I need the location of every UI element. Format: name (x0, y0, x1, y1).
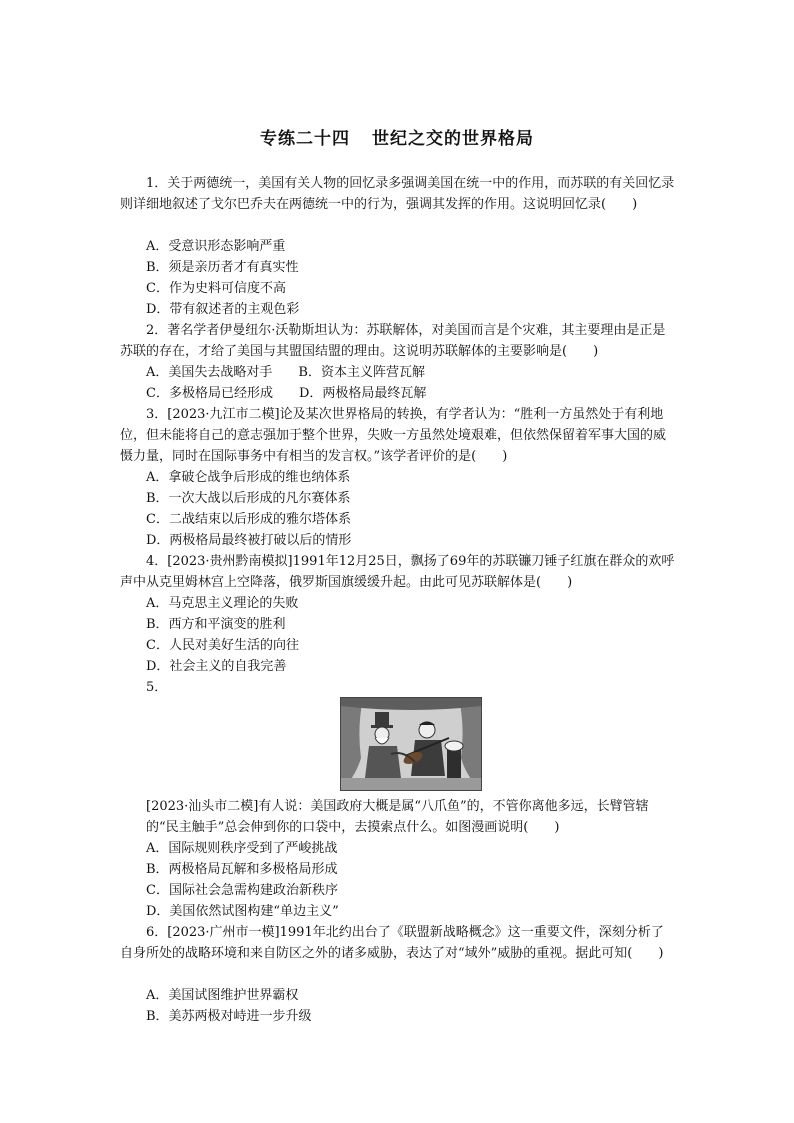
question-1-option-b: B．须是亲历者才有真实性 (146, 260, 299, 275)
question-2-options-ab: A．美国失去战略对手 B．资本主义阵营瓦解 (146, 365, 425, 380)
page-title (0, 124, 794, 149)
question-5-option-c: C．国际社会急需构建政治新秩序 (146, 883, 338, 898)
question-5-option-b: B．两极格局瓦解和多极格局形成 (146, 862, 338, 877)
question-1-option-d: D．带有叙述者的主观色彩 (146, 302, 300, 317)
question-4-stem: 4．[2023·贵州黔南模拟]1991年12月25日，飘扬了69年的苏联镰刀锤子红旗在群众的欢呼声中从克里姆林宫上空降落，俄罗斯国旗缓缓升起。由此可见苏联解体是( ) (120, 554, 675, 590)
question-3-stem: 3．[2023·九江市二模]论及某次世界格局的转换，有学者认为：“胜利一方虽然处于有利地位，但未能将自己的意志强加于整个世界，失败一方虽然处境艰难，但依然保留着军事大国的威慑力量，同时在国际事务中有相当的发言权。”该学者评价的是( ) (120, 407, 667, 464)
question-1-stem: 1．关于两德统一，美国有关人物的回忆录多强调美国在统一中的作用，而苏联的有关回忆录则详细地叙述了戈尔巴乔夫在两德统一中的行为，强调其发挥的作用。这说明回忆录( ) (120, 176, 675, 212)
question-5-number: 5． (146, 680, 168, 695)
question-4-option-d: D．社会主义的自我完善 (146, 659, 287, 674)
question-6-option-a: A．美国试图维护世界霸权 (146, 988, 299, 1003)
title-part-topic: 世纪之交的世界格局 (372, 129, 534, 149)
question-4-option-c: C．人民对美好生活的向往 (146, 638, 299, 653)
question-6-option-b: B．美苏两极对峙进一步升级 (146, 1009, 312, 1024)
question-4-option-a: A．马克思主义理论的失败 (146, 596, 299, 611)
question-4-option-b: B．西方和平演变的胜利 (146, 617, 286, 632)
cartoon-image (340, 697, 482, 791)
question-3-option-b: B．一次大战以后形成的凡尔赛体系 (146, 491, 351, 506)
question-5-option-a: A．国际规则秩序受到了严峻挑战 (146, 841, 338, 856)
question-5-option-d: D．美国依然试图构建“单边主义” (146, 904, 339, 919)
cartoon-illustration (341, 698, 481, 790)
question-6-stem: 6．[2023·广州市一模]1991年北约出台了《联盟新战略概念》这一重要文件，深刻分析了自身所处的战略环境和来自防区之外的诸多威胁，表达了对“域外”威胁的重视。据此可知( ) (120, 925, 664, 961)
question-2-stem: 2．著名学者伊曼纽尔·沃勒斯坦认为：苏联解体，对美国而言是个灾难，其主要理由是正是苏联的存在，才给了美国与其盟国结盟的理由。这说明苏联解体的主要影响是( ) (120, 323, 666, 359)
question-2-options-cd: C．多极格局已经形成 D．两极格局最终瓦解 (146, 386, 427, 401)
question-3-option-d: D．两极格局最终被打破以后的情形 (146, 533, 352, 548)
question-3-option-a: A．拿破仑战争后形成的维也纳体系 (146, 470, 351, 485)
question-1-option-a: A．受意识形态影响严重 (146, 239, 286, 254)
question-3-option-c: C．二战结束以后形成的雅尔塔体系 (146, 512, 351, 527)
question-5-stem: [2023·汕头市二模]有人说：美国政府大概是属“八爪鱼”的，不管你离他多远，长臂管辖的“民主触手”总会伸到你的口袋中，去摸索点什么。如图漫画说明( ) (146, 799, 649, 835)
title-part-number: 专练二十四 (260, 129, 350, 149)
question-1-option-c: C．作为史料可信度不高 (146, 281, 286, 296)
